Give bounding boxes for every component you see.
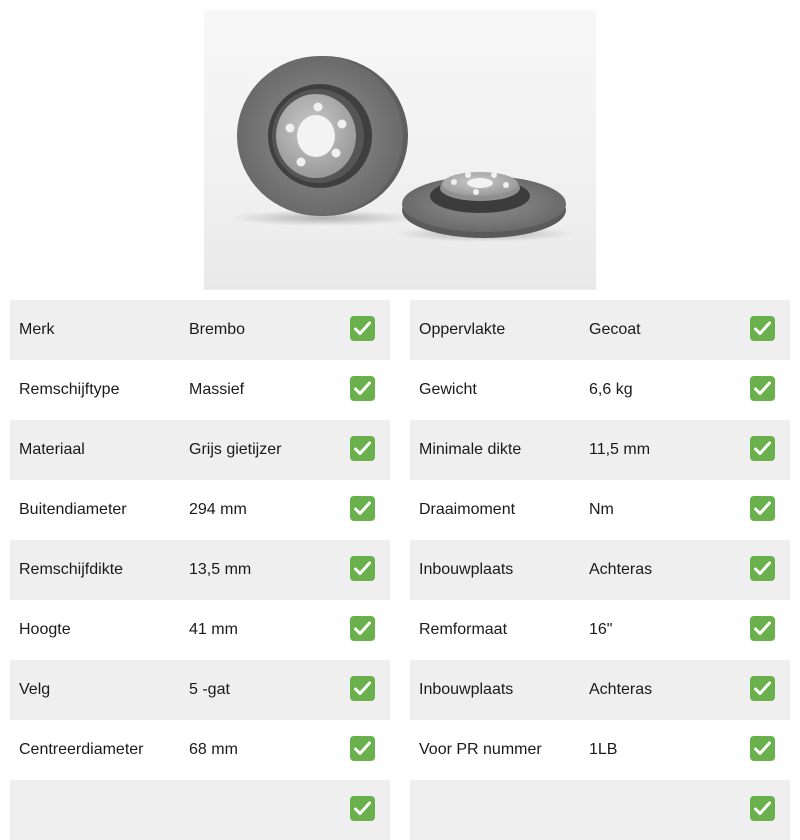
brake-disc-illustration (204, 10, 596, 290)
spec-value: Achteras (589, 561, 653, 578)
spec-value: 68 mm (189, 741, 238, 758)
check-mark-icon (750, 616, 775, 641)
spec-row-centreerdiameter (10, 720, 390, 780)
check-mark-icon (350, 316, 375, 341)
spec-label: Remschijftype (19, 381, 120, 398)
spec-row-partial (10, 780, 390, 840)
spec-row-draaimoment (410, 480, 790, 540)
spec-row-velg (10, 660, 390, 720)
check-mark-icon (750, 556, 775, 581)
check-mark-icon (750, 676, 775, 701)
check-mark-icon (750, 316, 775, 341)
check-mark-icon (750, 496, 775, 521)
spec-value: 16" (589, 621, 613, 638)
spec-value: 294 mm (189, 501, 247, 518)
spec-row-remschijfdikte (10, 540, 390, 600)
spec-label: Oppervlakte (419, 321, 506, 338)
spec-label: Hoogte (19, 621, 71, 638)
specifications-right-column (410, 300, 790, 840)
spec-value: Brembo (189, 321, 246, 338)
spec-label: Draaimoment (419, 501, 516, 518)
spec-value: Achteras (589, 681, 653, 698)
spec-value: 11,5 mm (589, 441, 651, 458)
check-mark-icon (350, 736, 375, 761)
spec-value: 6,6 kg (589, 381, 633, 398)
spec-row-minimale-dikte (410, 420, 790, 480)
spec-label: Buitendiameter (19, 501, 127, 518)
check-mark-icon (350, 376, 375, 401)
spec-value: Grijs gietijzer (189, 441, 282, 458)
spec-row-buitendiameter (10, 480, 390, 540)
spec-label: Gewicht (419, 381, 477, 398)
spec-row-remformaat (410, 600, 790, 660)
spec-label: Centreerdiameter (19, 741, 144, 758)
spec-value: 41 mm (189, 621, 238, 638)
spec-value: 13,5 mm (189, 561, 252, 578)
check-mark-icon (350, 556, 375, 581)
spec-value: Nm (589, 501, 614, 518)
spec-value: 1LB (589, 741, 618, 758)
specifications-left-column (10, 300, 390, 840)
spec-label: Velg (19, 681, 51, 698)
spec-row-remschijftype (10, 360, 390, 420)
spec-row-inbouwplaats-2 (410, 660, 790, 720)
spec-row-inbouwplaats (410, 540, 790, 600)
check-mark-icon (750, 376, 775, 401)
spec-row-partial (410, 780, 790, 840)
spec-label: Minimale dikte (419, 441, 522, 458)
check-mark-icon (350, 616, 375, 641)
spec-row-materiaal (10, 420, 390, 480)
spec-row-gewicht (410, 360, 790, 420)
spec-row-voor-pr-nummer (410, 720, 790, 780)
check-mark-icon (350, 436, 375, 461)
check-mark-icon (750, 736, 775, 761)
check-mark-icon (350, 676, 375, 701)
spec-label: Voor PR nummer (419, 741, 542, 758)
spec-row-oppervlakte (410, 300, 790, 360)
spec-row-hoogte (10, 600, 390, 660)
spec-label: Inbouwplaats (419, 561, 514, 578)
spec-value: 5 -gat (189, 681, 230, 698)
check-mark-icon (750, 436, 775, 461)
spec-label: Materiaal (19, 441, 85, 458)
spec-value: Gecoat (589, 321, 641, 338)
spec-label: Inbouwplaats (419, 681, 514, 698)
spec-label: Merk (19, 321, 55, 338)
check-mark-icon (350, 496, 375, 521)
spec-label: Remschijfdikte (19, 561, 124, 578)
spec-row-merk (10, 300, 390, 360)
product-image (204, 10, 596, 290)
spec-label: Remformaat (419, 621, 508, 638)
spec-value: Massief (189, 381, 245, 398)
